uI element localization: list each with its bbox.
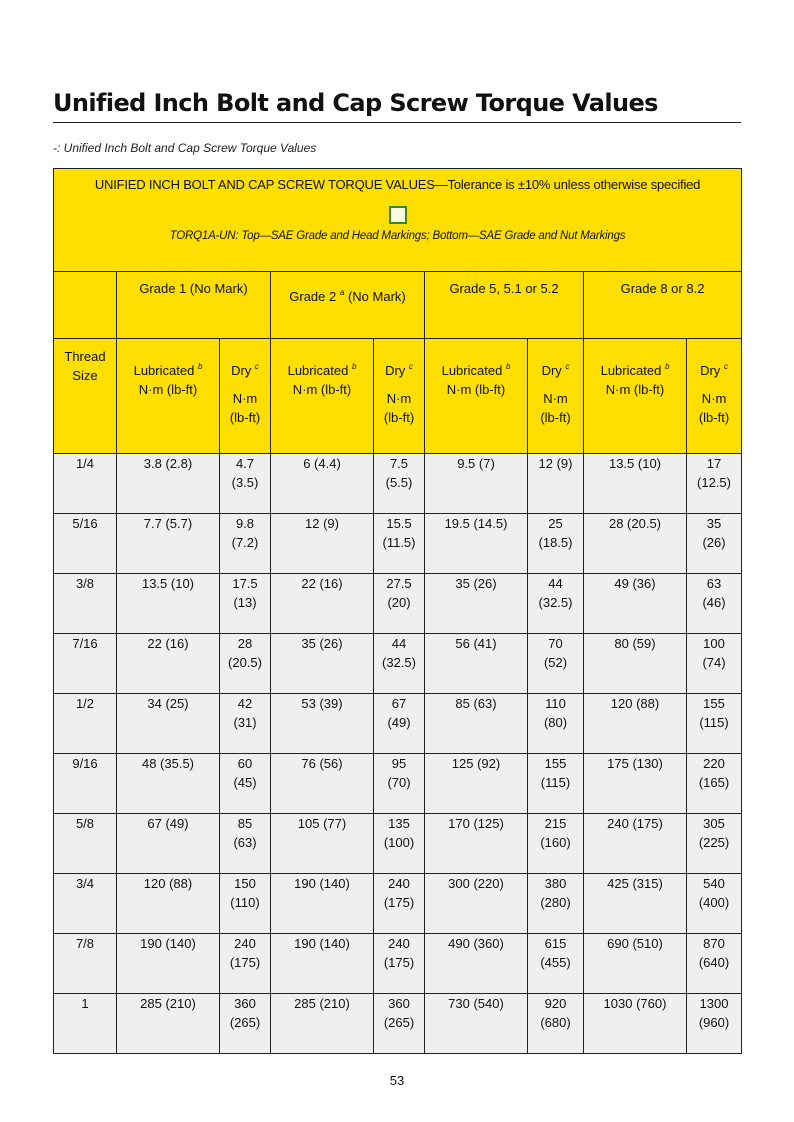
dry-torque-cell xyxy=(687,994,742,1054)
torque-lbft: (175) xyxy=(383,895,415,910)
dry-torque-cell xyxy=(687,874,742,934)
table-row xyxy=(54,874,742,934)
dry-torque-cell xyxy=(220,634,271,694)
image-icon xyxy=(389,206,407,224)
footnote-c: c xyxy=(408,362,413,371)
dry-torque-cell xyxy=(528,514,584,574)
lubricated-torque-cell: 125 (92) xyxy=(425,754,528,814)
thread-size-cell: 7/16 xyxy=(54,634,117,694)
torque-nm: 920 xyxy=(544,996,567,1011)
torque-lbft: (115) xyxy=(699,715,729,730)
thread-size-cell: 9/16 xyxy=(54,754,117,814)
torque-nm: 27.5 xyxy=(386,576,412,591)
thread-size-header xyxy=(54,339,117,454)
torque-nm: 380 xyxy=(544,876,567,891)
grade-2-label: Grade 2 xyxy=(289,289,337,304)
dry-header xyxy=(374,339,425,454)
torque-nm: 42 xyxy=(237,696,253,711)
lubricated-torque-cell: 13.5 (10) xyxy=(584,454,687,514)
lubricated-unit: N·m (lb-ft) xyxy=(605,382,665,397)
torque-nm: 150 xyxy=(234,876,256,891)
table-banner xyxy=(54,169,742,272)
torque-nm: 35 xyxy=(706,516,722,531)
torque-lbft: (5.5) xyxy=(385,475,413,490)
dry-torque-cell xyxy=(687,454,742,514)
dry-torque-cell xyxy=(687,814,742,874)
lubricated-torque-cell: 120 (88) xyxy=(117,874,220,934)
thread-size-cell: 1/4 xyxy=(54,454,117,514)
torque-lbft: (80) xyxy=(543,715,568,730)
dry-unit-alt: (lb-ft) xyxy=(540,410,571,425)
lubricated-torque-cell: 3.8 (2.8) xyxy=(117,454,220,514)
dry-torque-cell xyxy=(374,514,425,574)
lubricated-header xyxy=(271,339,374,454)
torque-nm: 60 xyxy=(237,756,253,771)
lubricated-torque-cell: 35 (26) xyxy=(271,634,374,694)
dry-torque-cell xyxy=(374,454,425,514)
dry-unit: N·m xyxy=(386,391,412,406)
footnote-b: b xyxy=(505,362,511,371)
lubricated-header xyxy=(117,339,220,454)
dry-torque-cell xyxy=(374,634,425,694)
torque-nm: 135 xyxy=(388,816,410,831)
lubricated-torque-cell: 85 (63) xyxy=(425,694,528,754)
dry-torque-cell xyxy=(374,754,425,814)
torque-nm: 9.8 xyxy=(235,516,255,531)
torque-lbft: (7.2) xyxy=(231,535,259,550)
lubricated-label: Lubricated xyxy=(287,363,349,378)
table-row xyxy=(54,634,742,694)
dry-torque-cell xyxy=(220,934,271,994)
lubricated-torque-cell: 490 (360) xyxy=(425,934,528,994)
torque-nm: 540 xyxy=(703,876,725,891)
dry-torque-cell xyxy=(528,994,584,1054)
torque-nm: 615 xyxy=(544,936,567,951)
dry-torque-cell xyxy=(374,994,425,1054)
lubricated-torque-cell: 76 (56) xyxy=(271,754,374,814)
lubricated-unit: N·m (lb-ft) xyxy=(138,382,198,397)
torque-nm: 4.7 xyxy=(235,456,255,471)
dry-label: Dry xyxy=(700,363,721,378)
footnote-b: b xyxy=(664,362,670,371)
torque-nm: 70 xyxy=(548,636,563,651)
torque-lbft: (265) xyxy=(383,1015,415,1030)
torque-lbft: (20.5) xyxy=(228,655,262,670)
torque-lbft: (11.5) xyxy=(382,535,416,550)
torque-lbft: (640) xyxy=(698,955,730,970)
torque-nm: 44 xyxy=(548,576,563,591)
torque-lbft: (100) xyxy=(383,835,415,850)
lubricated-label: Lubricated xyxy=(600,363,662,378)
table-caption: -: Unified Inch Bolt and Cap Screw Torque Values xyxy=(53,141,317,155)
lubricated-torque-cell: 49 (36) xyxy=(584,574,687,634)
dry-header xyxy=(220,339,271,454)
torque-lbft: (160) xyxy=(540,835,571,850)
lubricated-torque-cell: 53 (39) xyxy=(271,694,374,754)
torque-nm: 1300 xyxy=(699,996,729,1011)
torque-lbft: (20) xyxy=(387,595,411,610)
dry-torque-cell xyxy=(687,514,742,574)
torque-nm: 220 xyxy=(703,756,725,771)
lubricated-header xyxy=(584,339,687,454)
footnote-b: b xyxy=(197,362,203,371)
dry-torque-cell xyxy=(687,634,742,694)
torque-lbft: (46) xyxy=(702,595,726,610)
dry-torque-cell xyxy=(374,574,425,634)
lubricated-torque-cell: 1030 (760) xyxy=(584,994,687,1054)
dry-torque-cell xyxy=(687,574,742,634)
lubricated-torque-cell: 105 (77) xyxy=(271,814,374,874)
lubricated-torque-cell: 80 (59) xyxy=(584,634,687,694)
grade-5-header: Grade 5, 5.1 or 5.2 xyxy=(425,272,584,339)
lubricated-torque-cell: 67 (49) xyxy=(117,814,220,874)
grade-1-header: Grade 1 (No Mark) xyxy=(117,272,271,339)
dry-header xyxy=(687,339,742,454)
torque-lbft: (400) xyxy=(698,895,730,910)
torque-lbft: (32.5) xyxy=(538,595,573,610)
lubricated-torque-cell: 690 (510) xyxy=(584,934,687,994)
lubricated-torque-cell: 120 (88) xyxy=(584,694,687,754)
lubricated-torque-cell: 425 (315) xyxy=(584,874,687,934)
torque-lbft: (165) xyxy=(698,775,730,790)
lubricated-torque-cell: 170 (125) xyxy=(425,814,528,874)
lubricated-torque-cell: 7.7 (5.7) xyxy=(117,514,220,574)
dry-torque-cell xyxy=(220,694,271,754)
torque-nm: 215 xyxy=(544,816,567,831)
marking-image-placeholder xyxy=(54,192,741,227)
lubricated-torque-cell: 13.5 (10) xyxy=(117,574,220,634)
torque-lbft: (175) xyxy=(229,955,261,970)
torque-lbft: (52) xyxy=(543,655,568,670)
lubricated-torque-cell: 190 (140) xyxy=(117,934,220,994)
torque-nm: 110 xyxy=(545,696,566,711)
dry-torque-cell xyxy=(374,934,425,994)
torque-nm: 360 xyxy=(234,996,256,1011)
table-row xyxy=(54,934,742,994)
dry-torque-cell xyxy=(528,814,584,874)
torque-lbft: (960) xyxy=(698,1015,730,1030)
lubricated-torque-cell: 285 (210) xyxy=(271,994,374,1054)
torque-nm: 360 xyxy=(388,996,410,1011)
dry-unit-alt: (lb-ft) xyxy=(229,410,261,425)
torque-lbft: (49) xyxy=(387,715,411,730)
thread-size-cell: 5/16 xyxy=(54,514,117,574)
lubricated-torque-cell: 240 (175) xyxy=(584,814,687,874)
grade-2-header xyxy=(271,272,425,339)
dry-label: Dry xyxy=(385,363,406,378)
torque-lbft: (12.5) xyxy=(697,475,731,490)
footnote-c: c xyxy=(723,362,728,371)
dry-torque-cell xyxy=(220,994,271,1054)
lubricated-torque-cell: 300 (220) xyxy=(425,874,528,934)
torque-nm: 870 xyxy=(703,936,725,951)
lubricated-torque-cell: 19.5 (14.5) xyxy=(425,514,528,574)
torque-nm: 7.5 xyxy=(389,456,409,471)
torque-nm: 17 xyxy=(706,456,722,471)
lubricated-torque-cell: 22 (16) xyxy=(117,634,220,694)
banner-title: UNIFIED INCH BOLT AND CAP SCREW TORQUE VALUES—Tolerance is ±10% unless otherwise specified xyxy=(94,177,701,192)
dry-torque-cell xyxy=(528,574,584,634)
thread-size-cell: 1/2 xyxy=(54,694,117,754)
lubricated-torque-cell: 34 (25) xyxy=(117,694,220,754)
dry-torque-cell xyxy=(220,874,271,934)
footnote-c: c xyxy=(254,362,259,371)
page-title: Unified Inch Bolt and Cap Screw Torque Values xyxy=(53,86,741,123)
dry-torque-cell xyxy=(220,454,271,514)
torque-nm: 15.5 xyxy=(386,516,412,531)
dry-unit: N·m xyxy=(543,391,568,406)
torque-lbft: (115) xyxy=(540,775,571,790)
thread-size-cell: 3/4 xyxy=(54,874,117,934)
footnote-a: a xyxy=(339,288,345,297)
dry-header xyxy=(528,339,584,454)
dry-unit: N·m xyxy=(701,391,727,406)
lubricated-unit: N·m (lb-ft) xyxy=(446,382,506,397)
lubricated-unit: N·m (lb-ft) xyxy=(292,382,352,397)
size-label: Size xyxy=(72,368,98,383)
torque-nm: 240 xyxy=(234,936,256,951)
lubricated-torque-cell: 22 (16) xyxy=(271,574,374,634)
torque-lbft: (680) xyxy=(540,1015,571,1030)
lubricated-torque-cell: 9.5 (7) xyxy=(425,454,528,514)
dry-torque-cell xyxy=(687,694,742,754)
banner-subtitle: TORQ1A-UN: Top—SAE Grade and Head Markings; Bottom—SAE Grade and Nut Markings xyxy=(169,230,626,242)
dry-unit-alt: (lb-ft) xyxy=(383,410,415,425)
unit-header-row xyxy=(54,339,742,454)
torque-lbft: (13) xyxy=(233,595,257,610)
table-row xyxy=(54,574,742,634)
torque-table xyxy=(53,168,742,1054)
dry-torque-cell xyxy=(374,814,425,874)
table-row xyxy=(54,754,742,814)
dry-torque-cell xyxy=(528,934,584,994)
table-row xyxy=(54,994,742,1054)
torque-nm: 28 xyxy=(237,636,253,651)
dry-torque-cell xyxy=(528,454,584,514)
empty-header-cell xyxy=(54,272,117,339)
torque-lbft: (74) xyxy=(702,655,726,670)
torque-lbft: (3.5) xyxy=(231,475,259,490)
lubricated-label: Lubricated xyxy=(133,363,195,378)
lubricated-torque-cell: 190 (140) xyxy=(271,874,374,934)
torque-lbft: (63) xyxy=(233,835,257,850)
table-row xyxy=(54,514,742,574)
table-row xyxy=(54,694,742,754)
torque-lbft: (70) xyxy=(387,775,411,790)
dry-label: Dry xyxy=(541,363,562,378)
torque-lbft: (280) xyxy=(540,895,571,910)
torque-lbft: (32.5) xyxy=(382,655,416,670)
dry-torque-cell xyxy=(528,754,584,814)
torque-nm: 95 xyxy=(391,756,407,771)
lubricated-torque-cell: 175 (130) xyxy=(584,754,687,814)
dry-unit-alt: (lb-ft) xyxy=(698,410,730,425)
torque-nm: 240 xyxy=(388,876,410,891)
lubricated-torque-cell: 190 (140) xyxy=(271,934,374,994)
lubricated-torque-cell: 6 (4.4) xyxy=(271,454,374,514)
torque-nm: 25 xyxy=(548,516,563,531)
dry-torque-cell xyxy=(687,754,742,814)
dry-unit: N·m xyxy=(232,391,258,406)
thread-size-cell: 3/8 xyxy=(54,574,117,634)
torque-lbft: (18.5) xyxy=(538,535,573,550)
torque-nm: 305 xyxy=(703,816,725,831)
lubricated-torque-cell: 730 (540) xyxy=(425,994,528,1054)
torque-lbft: (45) xyxy=(233,775,257,790)
footnote-c: c xyxy=(565,362,570,371)
page-number: 53 xyxy=(389,1073,405,1088)
dry-torque-cell xyxy=(220,754,271,814)
torque-lbft: (110) xyxy=(230,895,260,910)
torque-nm: 63 xyxy=(706,576,722,591)
grade-8-header: Grade 8 or 8.2 xyxy=(584,272,742,339)
torque-nm: 100 xyxy=(703,636,725,651)
dry-torque-cell xyxy=(528,634,584,694)
torque-lbft: (175) xyxy=(383,955,415,970)
torque-lbft: (265) xyxy=(229,1015,261,1030)
dry-torque-cell xyxy=(220,814,271,874)
thread-size-cell: 5/8 xyxy=(54,814,117,874)
dry-torque-cell xyxy=(220,574,271,634)
torque-lbft: (26) xyxy=(702,535,726,550)
thread-label: Thread xyxy=(64,349,106,364)
lubricated-torque-cell: 48 (35.5) xyxy=(117,754,220,814)
lubricated-torque-cell: 12 (9) xyxy=(271,514,374,574)
lubricated-torque-cell: 56 (41) xyxy=(425,634,528,694)
lubricated-torque-cell: 285 (210) xyxy=(117,994,220,1054)
lubricated-header xyxy=(425,339,528,454)
torque-nm: 17.5 xyxy=(232,576,258,591)
lubricated-label: Lubricated xyxy=(441,363,503,378)
torque-lbft: (455) xyxy=(540,955,571,970)
table-row xyxy=(54,814,742,874)
torque-lbft: (225) xyxy=(698,835,730,850)
thread-size-cell: 7/8 xyxy=(54,934,117,994)
torque-nm: 240 xyxy=(388,936,410,951)
dry-torque-cell xyxy=(374,874,425,934)
dry-torque-cell xyxy=(528,694,584,754)
lubricated-torque-cell: 35 (26) xyxy=(425,574,528,634)
grade-header-row xyxy=(54,272,742,339)
dry-label: Dry xyxy=(231,363,252,378)
torque-nm: 85 xyxy=(237,816,253,831)
torque-nm: 12 (9) xyxy=(538,456,573,471)
dry-torque-cell xyxy=(687,934,742,994)
torque-nm: 67 xyxy=(391,696,407,711)
grade-2-suffix: (No Mark) xyxy=(347,289,406,304)
lubricated-torque-cell: 28 (20.5) xyxy=(584,514,687,574)
dry-torque-cell xyxy=(528,874,584,934)
torque-nm: 44 xyxy=(391,636,407,651)
dry-torque-cell xyxy=(374,694,425,754)
footnote-b: b xyxy=(351,362,357,371)
dry-torque-cell xyxy=(220,514,271,574)
table-row xyxy=(54,454,742,514)
torque-lbft: (31) xyxy=(233,715,257,730)
table-body xyxy=(54,454,742,1054)
torque-nm: 155 xyxy=(544,756,567,771)
torque-nm: 155 xyxy=(703,696,725,711)
thread-size-cell: 1 xyxy=(54,994,117,1054)
